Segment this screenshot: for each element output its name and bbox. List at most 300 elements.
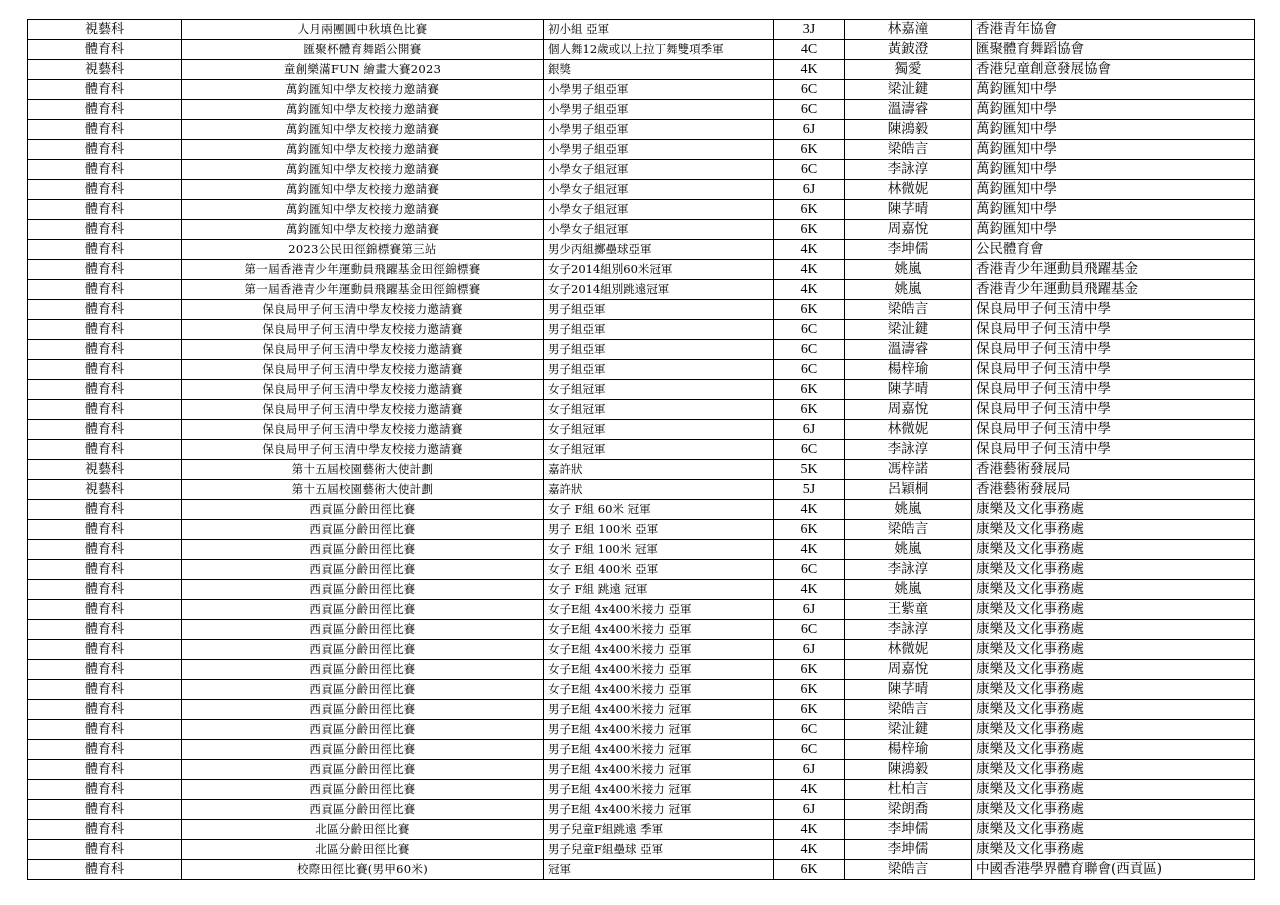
department-cell: 體育科 [28,380,182,400]
event-cell: 萬鈞匯知中學友校接力邀請賽 [182,180,544,200]
award-cell: 男子E組 4x400米接力 冠軍 [544,720,774,740]
student-name-cell: 溫濤睿 [845,100,972,120]
table-row [28,320,1255,340]
student-name-cell: 梁皓言 [845,140,972,160]
organizer-cell: 萬鈞匯知中學 [972,180,1255,200]
department-cell: 體育科 [28,820,182,840]
organizer-cell: 萬鈞匯知中學 [972,140,1255,160]
table-row [28,60,1255,80]
student-name-cell: 李詠淳 [845,440,972,460]
organizer-cell: 保良局甲子何玉清中學 [972,380,1255,400]
organizer-cell: 保良局甲子何玉清中學 [972,300,1255,320]
award-cell: 嘉許狀 [544,480,774,500]
department-cell: 體育科 [28,280,182,300]
award-cell: 冠軍 [544,860,774,880]
event-cell: 保良局甲子何玉清中學友校接力邀請賽 [182,380,544,400]
department-cell: 視藝科 [28,20,182,40]
award-cell: 初小組 亞軍 [544,20,774,40]
department-cell: 視藝科 [28,480,182,500]
event-cell: 西貢區分齡田徑比賽 [182,580,544,600]
department-cell: 體育科 [28,420,182,440]
class-cell: 6K [774,660,845,680]
class-cell: 4K [774,780,845,800]
class-cell: 4K [774,540,845,560]
student-name-cell: 梁皓言 [845,700,972,720]
event-cell: 萬鈞匯知中學友校接力邀請賽 [182,120,544,140]
table-row [28,540,1255,560]
class-cell: 6J [774,640,845,660]
award-cell: 小學女子組冠軍 [544,180,774,200]
department-cell: 體育科 [28,400,182,420]
award-cell: 男子E組 4x400米接力 冠軍 [544,760,774,780]
class-cell: 6C [774,620,845,640]
student-name-cell: 黃鈹澄 [845,40,972,60]
table-row [28,780,1255,800]
organizer-cell: 萬鈞匯知中學 [972,160,1255,180]
student-name-cell: 獨愛 [845,60,972,80]
class-cell: 4K [774,260,845,280]
class-cell: 4K [774,500,845,520]
organizer-cell: 保良局甲子何玉清中學 [972,400,1255,420]
event-cell: 萬鈞匯知中學友校接力邀請賽 [182,140,544,160]
department-cell: 體育科 [28,840,182,860]
table-row [28,360,1255,380]
student-name-cell: 溫濤睿 [845,340,972,360]
event-cell: 保良局甲子何玉清中學友校接力邀請賽 [182,440,544,460]
class-cell: 6K [774,700,845,720]
class-cell: 5K [774,460,845,480]
event-cell: 保良局甲子何玉清中學友校接力邀請賽 [182,360,544,380]
award-cell: 女子E組 4x400米接力 亞軍 [544,680,774,700]
table-row [28,860,1255,880]
student-name-cell: 林嘉潼 [845,20,972,40]
award-cell: 女子組冠軍 [544,380,774,400]
department-cell: 體育科 [28,720,182,740]
award-cell: 個人舞12歲或以上拉丁舞雙項季軍 [544,40,774,60]
table-row [28,580,1255,600]
class-cell: 4C [774,40,845,60]
department-cell: 體育科 [28,160,182,180]
class-cell: 6C [774,340,845,360]
class-cell: 4K [774,60,845,80]
organizer-cell: 康樂及文化事務處 [972,700,1255,720]
table-row [28,480,1255,500]
event-cell: 西貢區分齡田徑比賽 [182,540,544,560]
event-cell: 保良局甲子何玉清中學友校接力邀請賽 [182,420,544,440]
award-cell: 女子E組 4x400米接力 亞軍 [544,620,774,640]
event-cell: 西貢區分齡田徑比賽 [182,560,544,580]
department-cell: 視藝科 [28,460,182,480]
department-cell: 體育科 [28,320,182,340]
student-name-cell: 姚嵐 [845,280,972,300]
award-cell: 小學男子組亞軍 [544,100,774,120]
department-cell: 體育科 [28,660,182,680]
organizer-cell: 香港藝術發展局 [972,480,1255,500]
student-name-cell: 馮梓諾 [845,460,972,480]
organizer-cell: 萬鈞匯知中學 [972,100,1255,120]
student-name-cell: 楊梓瑜 [845,740,972,760]
student-name-cell: 周嘉悅 [845,220,972,240]
award-cell: 男子兒童F組壘球 亞軍 [544,840,774,860]
class-cell: 4K [774,580,845,600]
student-name-cell: 周嘉悅 [845,400,972,420]
event-cell: 萬鈞匯知中學友校接力邀請賽 [182,200,544,220]
department-cell: 體育科 [28,740,182,760]
class-cell: 4K [774,280,845,300]
organizer-cell: 康樂及文化事務處 [972,760,1255,780]
organizer-cell: 保良局甲子何玉清中學 [972,420,1255,440]
awards-table-body [28,20,1255,880]
student-name-cell: 梁朗喬 [845,800,972,820]
event-cell: 第十五屆校園藝術大使計劃 [182,480,544,500]
student-name-cell: 姚嵐 [845,500,972,520]
organizer-cell: 公民體育會 [972,240,1255,260]
table-row [28,680,1255,700]
table-row [28,760,1255,780]
table-row [28,560,1255,580]
event-cell: 童創樂滿FUN 繪畫大賽2023 [182,60,544,80]
event-cell: 保良局甲子何玉清中學友校接力邀請賽 [182,300,544,320]
class-cell: 6K [774,140,845,160]
table-row [28,100,1255,120]
award-cell: 男子組亞軍 [544,320,774,340]
student-name-cell: 陳芓晴 [845,680,972,700]
award-cell: 女子 F組 60米 冠軍 [544,500,774,520]
organizer-cell: 萬鈞匯知中學 [972,220,1255,240]
class-cell: 6C [774,720,845,740]
table-row [28,80,1255,100]
department-cell: 體育科 [28,760,182,780]
class-cell: 6K [774,680,845,700]
event-cell: 西貢區分齡田徑比賽 [182,680,544,700]
award-cell: 小學男子組亞軍 [544,140,774,160]
organizer-cell: 康樂及文化事務處 [972,600,1255,620]
table-row [28,240,1255,260]
award-cell: 小學男子組亞軍 [544,80,774,100]
organizer-cell: 康樂及文化事務處 [972,840,1255,860]
organizer-cell: 康樂及文化事務處 [972,520,1255,540]
award-cell: 女子E組 4x400米接力 亞軍 [544,640,774,660]
student-name-cell: 陳芓晴 [845,380,972,400]
student-name-cell: 梁皓言 [845,520,972,540]
award-cell: 男子E組 4x400米接力 冠軍 [544,780,774,800]
event-cell: 萬鈞匯知中學友校接力邀請賽 [182,100,544,120]
class-cell: 6K [774,300,845,320]
class-cell: 6C [774,160,845,180]
department-cell: 體育科 [28,640,182,660]
event-cell: 第一屆香港青少年運動員飛躍基金田徑錦標賽 [182,280,544,300]
student-name-cell: 楊梓瑜 [845,360,972,380]
class-cell: 6C [774,100,845,120]
student-name-cell: 林微妮 [845,640,972,660]
organizer-cell: 康樂及文化事務處 [972,740,1255,760]
class-cell: 6K [774,380,845,400]
table-row [28,400,1255,420]
student-name-cell: 李詠淳 [845,560,972,580]
department-cell: 體育科 [28,200,182,220]
event-cell: 第十五屆校園藝術大使計劃 [182,460,544,480]
event-cell: 西貢區分齡田徑比賽 [182,720,544,740]
class-cell: 6J [774,800,845,820]
table-row [28,520,1255,540]
class-cell: 4K [774,820,845,840]
award-cell: 男子組亞軍 [544,300,774,320]
table-row [28,620,1255,640]
student-name-cell: 林微妮 [845,180,972,200]
award-cell: 銀獎 [544,60,774,80]
event-cell: 保良局甲子何玉清中學友校接力邀請賽 [182,340,544,360]
event-cell: 西貢區分齡田徑比賽 [182,800,544,820]
award-cell: 小學女子組冠軍 [544,160,774,180]
table-row [28,820,1255,840]
class-cell: 5J [774,480,845,500]
organizer-cell: 香港兒童創意發展協會 [972,60,1255,80]
event-cell: 萬鈞匯知中學友校接力邀請賽 [182,80,544,100]
organizer-cell: 康樂及文化事務處 [972,680,1255,700]
event-cell: 校際田徑比賽(男甲60米) [182,860,544,880]
award-cell: 男子組亞軍 [544,340,774,360]
event-cell: 西貢區分齡田徑比賽 [182,660,544,680]
event-cell: 第一屆香港青少年運動員飛躍基金田徑錦標賽 [182,260,544,280]
table-row [28,740,1255,760]
award-cell: 男少丙組擲壘球亞軍 [544,240,774,260]
student-name-cell: 姚嵐 [845,260,972,280]
organizer-cell: 香港青年協會 [972,20,1255,40]
student-name-cell: 梁皓言 [845,860,972,880]
table-row [28,160,1255,180]
award-cell: 男子組亞軍 [544,360,774,380]
class-cell: 6J [774,180,845,200]
department-cell: 體育科 [28,600,182,620]
event-cell: 西貢區分齡田徑比賽 [182,640,544,660]
class-cell: 4K [774,240,845,260]
class-cell: 6J [774,600,845,620]
department-cell: 體育科 [28,500,182,520]
department-cell: 體育科 [28,220,182,240]
award-cell: 女子組冠軍 [544,400,774,420]
award-cell: 小學男子組亞軍 [544,120,774,140]
award-cell: 男子E組 4x400米接力 冠軍 [544,740,774,760]
organizer-cell: 匯聚體育舞蹈協會 [972,40,1255,60]
table-row [28,640,1255,660]
award-cell: 男子兒童F組跳遠 季軍 [544,820,774,840]
class-cell: 6C [774,440,845,460]
table-row [28,460,1255,480]
table-row [28,700,1255,720]
table-row [28,220,1255,240]
event-cell: 西貢區分齡田徑比賽 [182,500,544,520]
organizer-cell: 香港藝術發展局 [972,460,1255,480]
organizer-cell: 康樂及文化事務處 [972,820,1255,840]
student-name-cell: 梁沚鍵 [845,320,972,340]
department-cell: 體育科 [28,180,182,200]
student-name-cell: 梁沚鍵 [845,720,972,740]
award-cell: 女子2014組別60米冠軍 [544,260,774,280]
class-cell: 3J [774,20,845,40]
organizer-cell: 康樂及文化事務處 [972,500,1255,520]
student-name-cell: 李坤儒 [845,840,972,860]
organizer-cell: 康樂及文化事務處 [972,580,1255,600]
event-cell: 保良局甲子何玉清中學友校接力邀請賽 [182,320,544,340]
event-cell: 西貢區分齡田徑比賽 [182,760,544,780]
organizer-cell: 保良局甲子何玉清中學 [972,320,1255,340]
table-row [28,200,1255,220]
class-cell: 6K [774,400,845,420]
department-cell: 體育科 [28,440,182,460]
event-cell: 北區分齡田徑比賽 [182,840,544,860]
organizer-cell: 康樂及文化事務處 [972,720,1255,740]
student-name-cell: 李坤儒 [845,820,972,840]
class-cell: 6K [774,220,845,240]
awards-table [27,19,1255,880]
class-cell: 6C [774,80,845,100]
award-cell: 女子 F組 跳遠 冠軍 [544,580,774,600]
event-cell: 2023公民田徑錦標賽第三站 [182,240,544,260]
student-name-cell: 李詠淳 [845,160,972,180]
table-row [28,20,1255,40]
department-cell: 體育科 [28,580,182,600]
table-row [28,600,1255,620]
event-cell: 匯聚杯體育舞蹈公開賽 [182,40,544,60]
event-cell: 萬鈞匯知中學友校接力邀請賽 [182,160,544,180]
department-cell: 體育科 [28,260,182,280]
student-name-cell: 陳鴻毅 [845,760,972,780]
organizer-cell: 萬鈞匯知中學 [972,120,1255,140]
table-row [28,140,1255,160]
event-cell: 西貢區分齡田徑比賽 [182,520,544,540]
student-name-cell: 李坤儒 [845,240,972,260]
organizer-cell: 康樂及文化事務處 [972,560,1255,580]
student-name-cell: 陳芓晴 [845,200,972,220]
event-cell: 保良局甲子何玉清中學友校接力邀請賽 [182,400,544,420]
award-cell: 男子E組 4x400米接力 冠軍 [544,700,774,720]
department-cell: 體育科 [28,100,182,120]
table-row [28,340,1255,360]
award-cell: 男子E組 4x400米接力 冠軍 [544,800,774,820]
organizer-cell: 康樂及文化事務處 [972,800,1255,820]
table-row [28,300,1255,320]
student-name-cell: 姚嵐 [845,540,972,560]
organizer-cell: 萬鈞匯知中學 [972,200,1255,220]
department-cell: 體育科 [28,120,182,140]
student-name-cell: 王紫童 [845,600,972,620]
organizer-cell: 保良局甲子何玉清中學 [972,340,1255,360]
organizer-cell: 保良局甲子何玉清中學 [972,360,1255,380]
student-name-cell: 姚嵐 [845,580,972,600]
class-cell: 6J [774,120,845,140]
department-cell: 體育科 [28,540,182,560]
event-cell: 西貢區分齡田徑比賽 [182,620,544,640]
table-row [28,500,1255,520]
department-cell: 體育科 [28,40,182,60]
department-cell: 體育科 [28,780,182,800]
department-cell: 體育科 [28,560,182,580]
student-name-cell: 呂穎桐 [845,480,972,500]
organizer-cell: 康樂及文化事務處 [972,660,1255,680]
award-cell: 小學女子組冠軍 [544,200,774,220]
department-cell: 體育科 [28,80,182,100]
event-cell: 西貢區分齡田徑比賽 [182,740,544,760]
department-cell: 體育科 [28,360,182,380]
organizer-cell: 康樂及文化事務處 [972,640,1255,660]
department-cell: 視藝科 [28,60,182,80]
department-cell: 體育科 [28,700,182,720]
event-cell: 北區分齡田徑比賽 [182,820,544,840]
award-cell: 女子 E組 400米 亞軍 [544,560,774,580]
department-cell: 體育科 [28,800,182,820]
class-cell: 6K [774,200,845,220]
table-row [28,40,1255,60]
department-cell: 體育科 [28,300,182,320]
award-cell: 女子E組 4x400米接力 亞軍 [544,660,774,680]
table-row [28,840,1255,860]
award-cell: 女子 F組 100米 冠軍 [544,540,774,560]
event-cell: 萬鈞匯知中學友校接力邀請賽 [182,220,544,240]
class-cell: 6J [774,420,845,440]
award-cell: 男子 E組 100米 亞軍 [544,520,774,540]
department-cell: 體育科 [28,680,182,700]
student-name-cell: 周嘉悅 [845,660,972,680]
organizer-cell: 中國香港學界體育聯會(西貢區) [972,860,1255,880]
award-cell: 嘉許狀 [544,460,774,480]
table-row [28,280,1255,300]
award-cell: 女子2014組別跳遠冠軍 [544,280,774,300]
department-cell: 體育科 [28,140,182,160]
organizer-cell: 康樂及文化事務處 [972,780,1255,800]
department-cell: 體育科 [28,340,182,360]
organizer-cell: 萬鈞匯知中學 [972,80,1255,100]
table-row [28,660,1255,680]
class-cell: 6C [774,560,845,580]
organizer-cell: 康樂及文化事務處 [972,540,1255,560]
student-name-cell: 李詠淳 [845,620,972,640]
class-cell: 4K [774,840,845,860]
table-row [28,420,1255,440]
table-row [28,120,1255,140]
class-cell: 6C [774,320,845,340]
student-name-cell: 杜柏言 [845,780,972,800]
class-cell: 6K [774,520,845,540]
table-row [28,180,1255,200]
class-cell: 6C [774,740,845,760]
table-row [28,440,1255,460]
department-cell: 體育科 [28,520,182,540]
table-row [28,380,1255,400]
event-cell: 人月兩團圓中秋填色比賽 [182,20,544,40]
award-cell: 女子E組 4x400米接力 亞軍 [544,600,774,620]
award-cell: 小學女子組冠軍 [544,220,774,240]
class-cell: 6J [774,760,845,780]
organizer-cell: 康樂及文化事務處 [972,620,1255,640]
organizer-cell: 保良局甲子何玉清中學 [972,440,1255,460]
class-cell: 6C [774,360,845,380]
organizer-cell: 香港青少年運動員飛躍基金 [972,280,1255,300]
award-cell: 女子組冠軍 [544,420,774,440]
department-cell: 體育科 [28,860,182,880]
student-name-cell: 梁沚鍵 [845,80,972,100]
student-name-cell: 陳鴻毅 [845,120,972,140]
department-cell: 體育科 [28,620,182,640]
event-cell: 西貢區分齡田徑比賽 [182,600,544,620]
table-row [28,720,1255,740]
event-cell: 西貢區分齡田徑比賽 [182,780,544,800]
award-cell: 女子組冠軍 [544,440,774,460]
table-row [28,800,1255,820]
student-name-cell: 梁皓言 [845,300,972,320]
department-cell: 體育科 [28,240,182,260]
event-cell: 西貢區分齡田徑比賽 [182,700,544,720]
student-name-cell: 林微妮 [845,420,972,440]
